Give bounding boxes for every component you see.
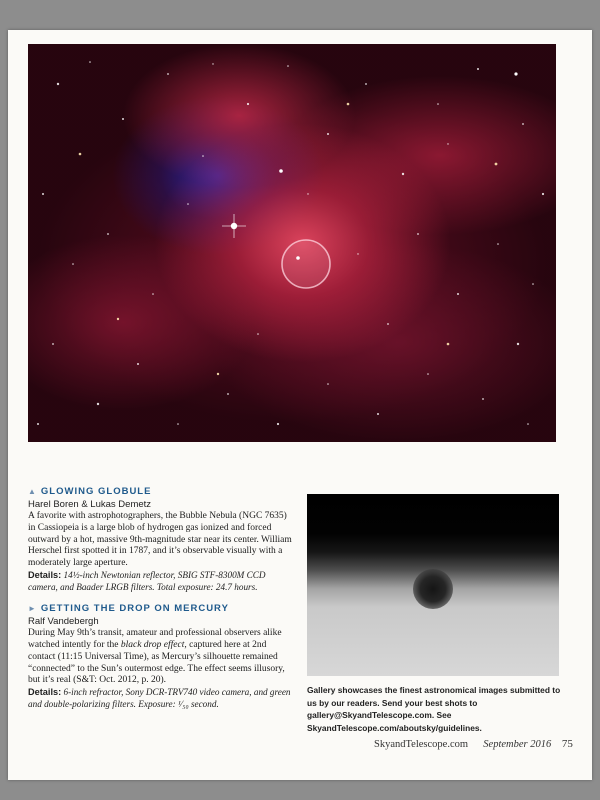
page-footer: [374, 738, 573, 750]
footer-site: SkyandTelescope.com: [374, 739, 469, 750]
article-body: A favorite with astrophotographers, the Bubble Nebula (NGC 7635) in Cassiopeia is a large blob of hydrogen gas ionized and forced outward by a hot, massive 9th-magnitude star near its center. William Herschel first spotted it in 1787, and it’s observable visually with a moderately large aperture.: [28, 511, 292, 569]
details-line: [28, 687, 292, 710]
section-heading-glowing-globule: [28, 486, 292, 497]
nebula-starfield: [28, 44, 556, 442]
mercury-transit-photo: [307, 494, 559, 676]
details-label: Details:: [28, 687, 62, 698]
details-label: Details:: [28, 569, 62, 580]
gallery-caption: Gallery showcases the finest astronomical images submitted to us by our readers. Send your best shots to gallery@SkyandTelescope.com. See SkyandTelescope.com/aboutsky/guidelines.: [307, 685, 561, 733]
details-line: [28, 570, 292, 593]
bubble-shell: [282, 240, 330, 288]
section-heading-mercury: [28, 603, 292, 614]
photo-credit: Ralf Vandebergh: [28, 616, 99, 628]
page-number: 75: [561, 738, 573, 750]
text-column: [28, 486, 292, 710]
section-title: GLOWING GLOBULE: [40, 486, 152, 497]
mercury-disk: [413, 569, 453, 609]
bubble-nebula-photo: [28, 44, 556, 442]
bright-star: [222, 72, 518, 238]
details-text: 6-inch refractor, Sony DCR-TRV740 video camera, and green and double-polarizing filters. Exposure: ¹⁄₅₀ second.: [28, 687, 291, 709]
triangle-up-icon: ▲: [28, 487, 37, 496]
photo-credit: Harel Boren & Lukas Demetz: [28, 499, 152, 510]
body-emphasis: black drop effect: [120, 639, 185, 650]
footer-issue: September 2016: [483, 739, 552, 750]
body-text: , captured here at 2nd contact (11:15 Universal Time), as Mercury’s silhouette remained “connected” to the Sun’s outermost edge. The effect seems illusory, but it’s real (S&T: Oct. 2012, p. 20).: [28, 639, 285, 686]
body-text: During May 9th’s transit, amateur and professional observers alike watched intently for the: [28, 628, 282, 650]
article-body: [28, 628, 292, 687]
details-text: 14½-inch Newtonian reflector, SBIG STF-8300M CCD camera, and Baader LRGB filters. Total exposure: 24.7 hours.: [28, 569, 266, 592]
triangle-right-icon: ►: [28, 604, 37, 614]
section-title: GETTING THE DROP ON MERCURY: [40, 603, 229, 615]
